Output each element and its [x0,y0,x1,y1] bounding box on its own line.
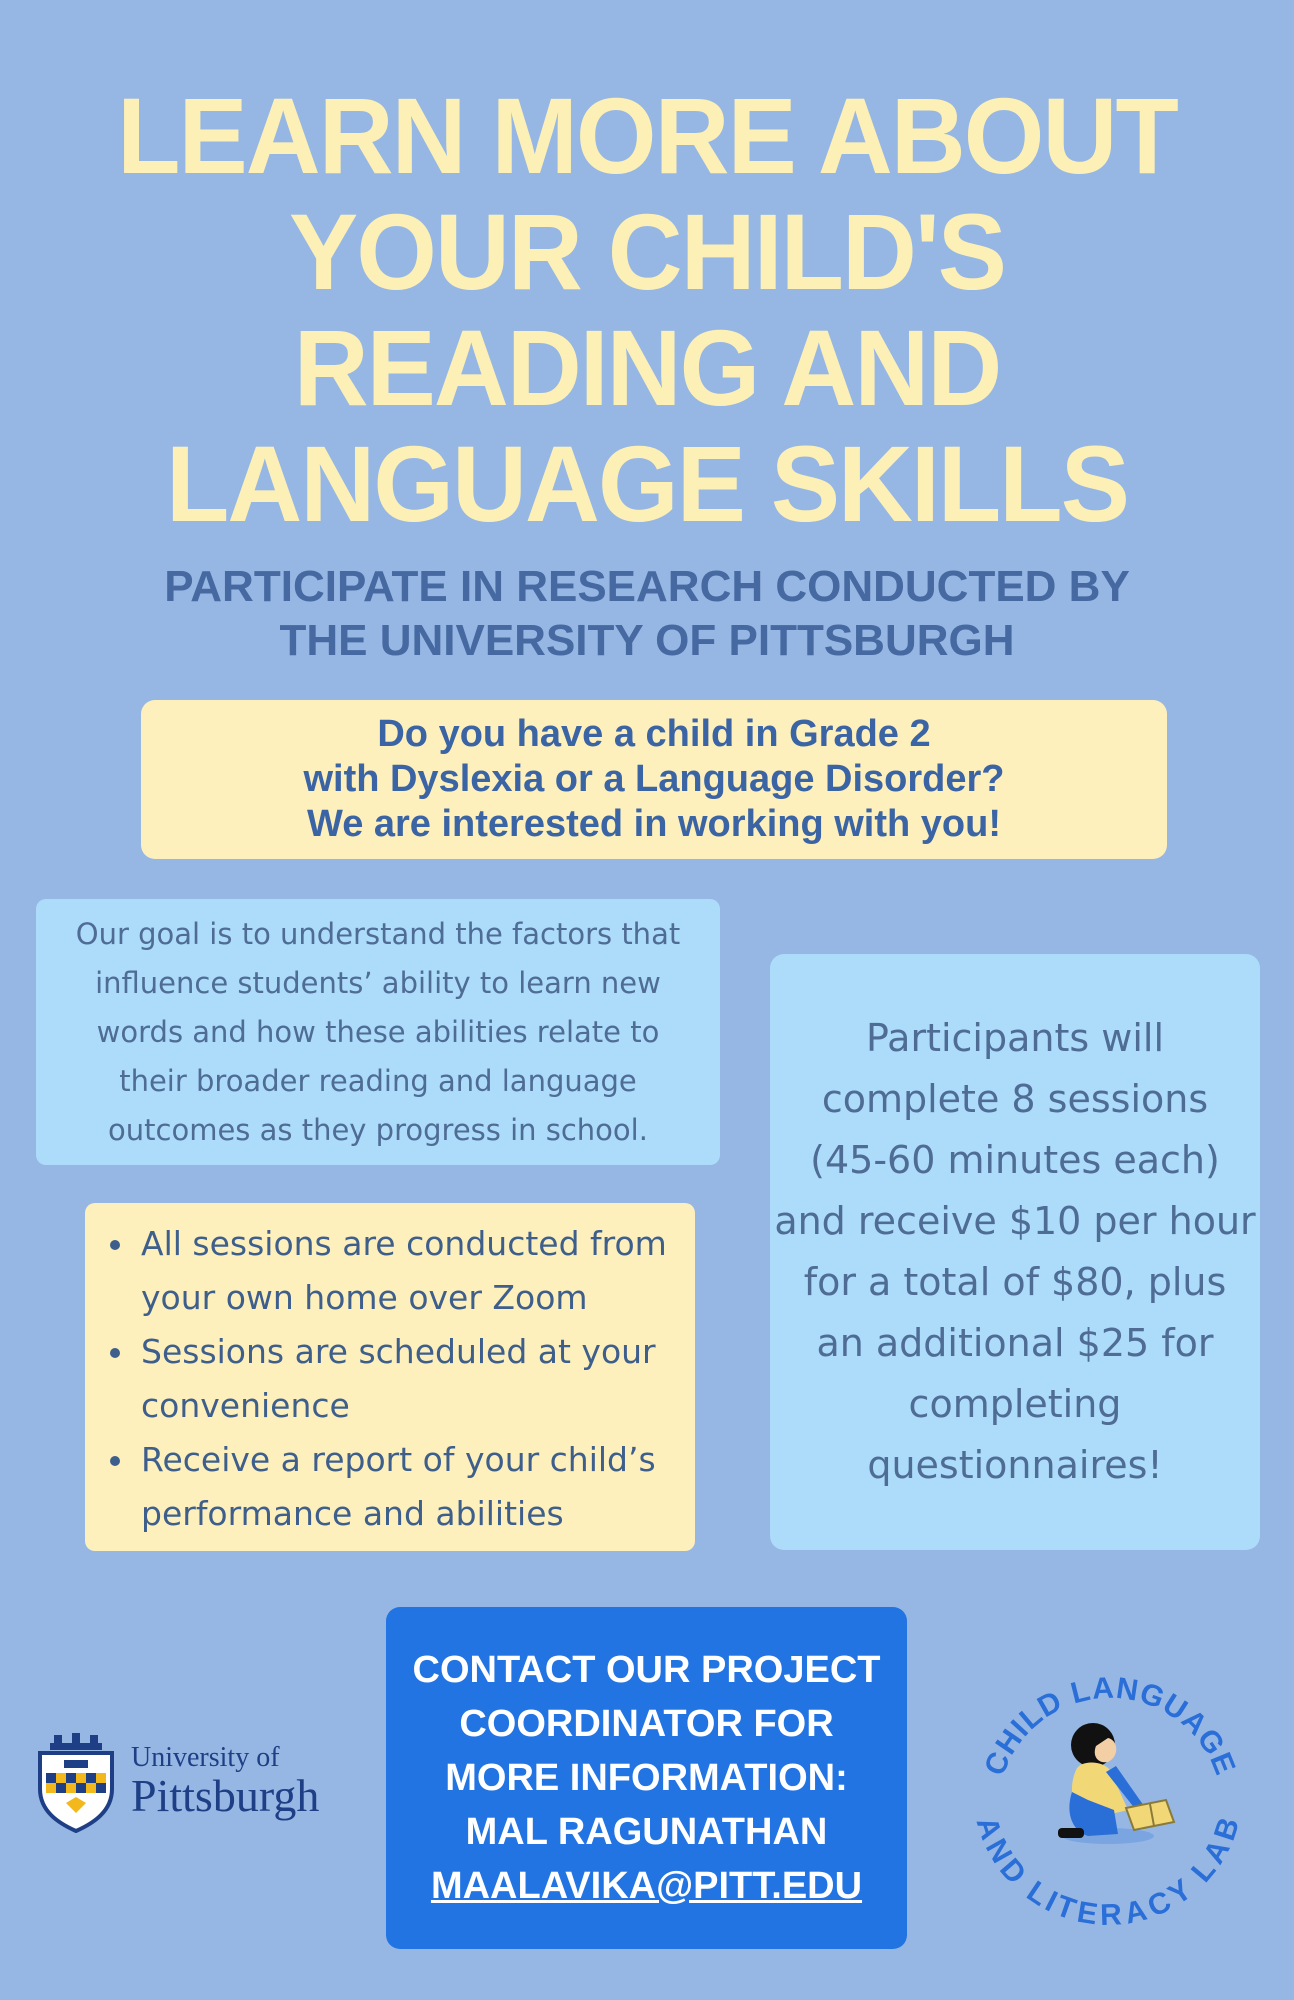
goal-line: their broader reading and language [119,1063,637,1098]
contact-line: MORE INFORMATION: [445,1757,848,1799]
headline-line: READING AND [293,307,1001,428]
coordinator-name: MAL RAGUNATHAN [465,1811,828,1853]
benefits-box [85,1203,695,1551]
goal-line: Our goal is to understand the factors that [75,916,681,951]
eligibility-question-box [141,700,1167,859]
compensation-line: questionnaires! [867,1443,1163,1487]
child-language-literacy-lab-logo [968,1660,1248,1940]
question-line: with Dyslexia or a Language Disorder? [303,758,1005,800]
compensation-line: complete 8 sessions [821,1077,1209,1121]
svg-text:CHILD LANGUAGE [978,1672,1241,1780]
study-goal-box [36,899,720,1165]
headline-line: YOUR CHILD'S [289,191,1005,312]
contact-box [386,1607,907,1949]
benefits-list [85,1203,695,1541]
benefit-item: • All sessions are conducted from your own home over Zoom [137,1217,685,1325]
lab-logo-bottom-text: AND LITERACY LAB [969,1812,1247,1933]
compensation-line: and receive $10 per hour [774,1199,1256,1243]
compensation-line: (45-60 minutes each) [810,1138,1220,1182]
contact-email-link[interactable]: MAALAVIKA@PITT.EDU [430,1865,863,1907]
contact-line: COORDINATOR FOR [459,1703,834,1745]
pitt-logo-line1: University of [131,1742,280,1773]
compensation-box [770,954,1260,1550]
page-headline [26,75,1268,544]
compensation-line: for a total of $80, plus [803,1260,1227,1304]
benefit-item: • Receive a report of your child’s performance and abilities [137,1433,685,1541]
goal-line: influence students’ ability to learn new [95,965,661,1000]
benefit-item: • Sessions are scheduled at your convenience [137,1325,685,1433]
headline-line: LEARN MORE ABOUT [117,75,1177,196]
headline-line: LANGUAGE SKILLS [166,423,1128,544]
question-line: Do you have a child in Grade 2 [377,713,931,755]
compensation-text [774,1008,1255,1496]
goal-line: words and how these abilities relate to [96,1014,660,1049]
goal-line: outcomes as they progress in school. [108,1112,648,1147]
study-goal-text [76,910,680,1155]
compensation-line: completing [908,1382,1122,1426]
contact-line: CONTACT OUR PROJECT [412,1649,881,1691]
subheading-line: PARTICIPATE IN RESEARCH CONDUCTED BY [164,562,1130,611]
question-line: We are interested in working with you! [307,803,1001,845]
lab-logo-top-text: CHILD LANGUAGE [978,1671,1242,1781]
child-reading-icon [1058,1723,1174,1844]
university-of-pittsburgh-logo [36,1733,346,1833]
page-subheading [0,560,1294,668]
lab-logo-graphic [968,1660,1248,1940]
subheading-line: THE UNIVERSITY OF PITTSBURGH [279,616,1015,665]
pitt-shield-icon [36,1733,116,1833]
compensation-line: Participants will [865,1016,1165,1060]
pitt-logo-line2: Pittsburgh [131,1770,320,1821]
compensation-line: an additional $25 for [816,1321,1214,1365]
